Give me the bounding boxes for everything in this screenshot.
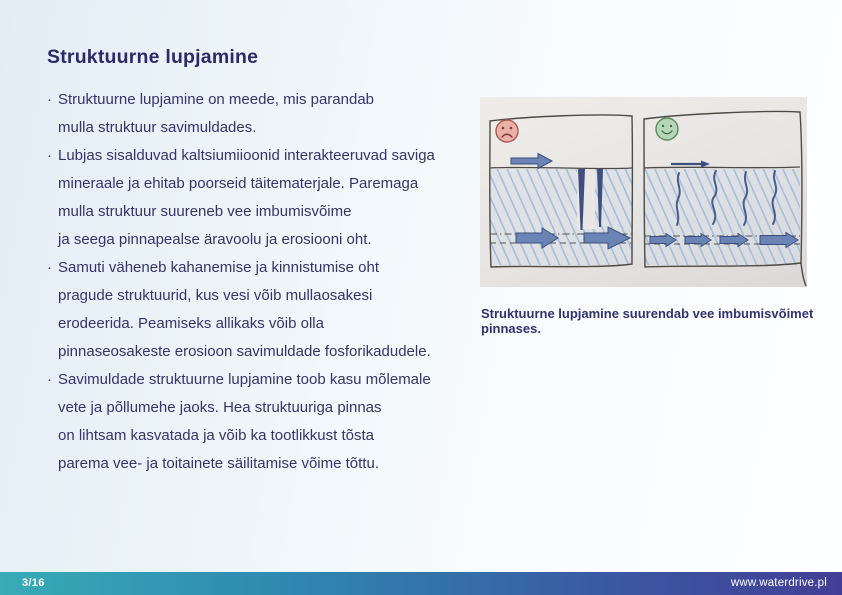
body-line-text: mineraale ja ehitab poorseid täitematerjale. Paremaga: [58, 175, 419, 192]
bullet-marker: ·: [47, 259, 52, 276]
body-line-text: mulla struktuur savimuldades.: [58, 119, 257, 136]
body-line-text: erodeerida. Peamiseks allikaks võib olla: [58, 315, 324, 332]
body-line-text: mulla struktuur suureneb vee imbumisvõime: [58, 203, 352, 220]
smiley-face-icon: [656, 118, 678, 140]
body-line: [47, 422, 477, 450]
body-line-text: parema vee- ja toitainete säilitamise võime tõttu.: [58, 455, 379, 472]
body-line-text: Lubjas sisalduvad kaltsiumiioonid interakteeruvad saviga: [58, 147, 435, 164]
body-line-text: ja seega pinnapealse äravoolu ja erosiooni oht.: [58, 231, 372, 248]
surface-line: [490, 167, 632, 168]
bullet-marker: ·: [47, 147, 52, 164]
body-line: [47, 170, 477, 198]
body-line: [47, 142, 477, 170]
body-line: [47, 86, 477, 114]
body-line-text: Samuti väheneb kahanemise ja kinnistumise oht: [58, 259, 380, 276]
body-line: [47, 114, 477, 142]
bullet-marker: ·: [47, 91, 52, 108]
soil-sketch-drawing: [480, 97, 807, 287]
body-line: [47, 394, 477, 422]
body-line: [47, 366, 477, 394]
body-line-text: Struktuurne lupjamine on meede, mis parandab: [58, 91, 375, 108]
bullet-marker: ·: [47, 371, 52, 388]
runoff-arrow: [511, 154, 552, 169]
body-line: [47, 198, 477, 226]
left-panel-before-liming: [490, 115, 633, 267]
sad-face-icon: [496, 120, 518, 142]
body-line-text: vete ja põllumehe jaoks. Hea struktuuriga pinnas: [58, 399, 382, 416]
figure-caption: Struktuurne lupjamine suurendab vee imbumisvõimet pinnases.: [481, 306, 814, 336]
body-line-text: pragude struktuurid, kus vesi võib mullaosakesi: [58, 287, 373, 304]
body-text: [47, 86, 477, 478]
body-line: [47, 226, 477, 254]
page-title: Struktuurne lupjamine: [47, 46, 259, 68]
panel-border-tail: [801, 263, 806, 286]
right-panel-after-liming: [644, 111, 806, 286]
body-line: [47, 338, 477, 366]
page-number: 3/16: [22, 577, 45, 589]
body-line-text: on lihtsam kasvatada ja võib ka tootlikkust tõsta: [58, 427, 374, 444]
soil-hatching: [490, 169, 632, 265]
soil-hatching: [644, 169, 800, 265]
surface-line: [644, 167, 800, 168]
body-line-text: pinnaseosakeste erosioon savimuldade fosforikadudele.: [58, 343, 431, 360]
body-line-text: Savimuldade struktuurne lupjamine toob kasu mõlemale: [58, 371, 431, 388]
body-line: [47, 282, 477, 310]
website-url: www.waterdrive.pl: [730, 577, 827, 589]
runoff-arrow-small-head: [701, 161, 710, 168]
body-line: [47, 450, 477, 478]
body-line: [47, 254, 477, 282]
footer-bar: [0, 572, 842, 595]
soil-sketch-photo: [480, 97, 807, 287]
body-line: [47, 310, 477, 338]
